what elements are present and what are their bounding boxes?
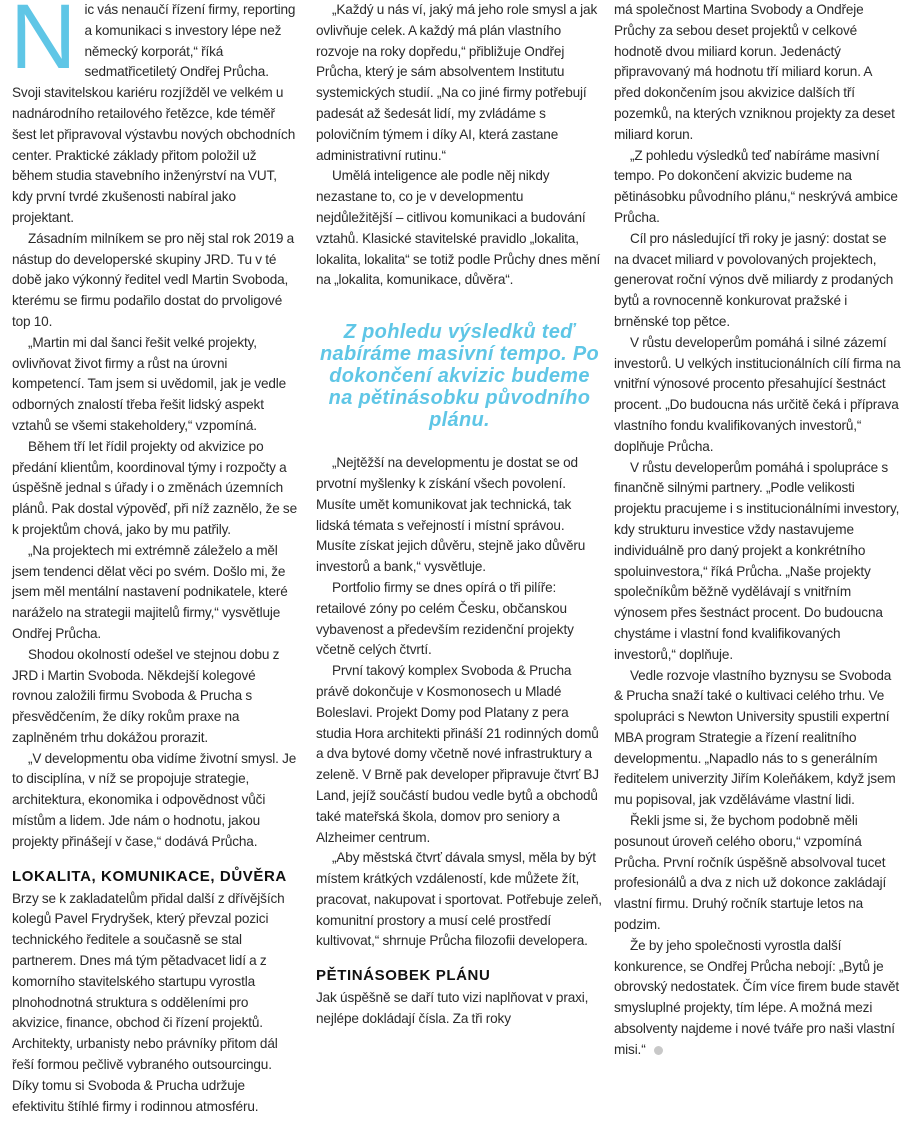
paragraph: Brzy se k zakladatelům přidal další z dřívějších kolegů Pavel Frydryšek, který převzal pozici technického ředitele a současně se stal partnerem. Dnes má tým pětadvacet lidí a z komorního stavitelského startupu vyrostla plnohodnotná struktura s odděleními pro akvizice, finance, obchod či řízení projektů. Architekty, urbanisty nebo právníky přitom dál řeší formou pečlivě vybraného outsourcingu. Díky tomu si Svoboda & Prucha udržuje efektivitu štíhlé firmy i rodinnou atmosféru. bbox=[12, 890, 285, 1114]
paragraph: „Martin mi dal šanci řešit velké projekty, ovlivňovat život firmy a růst na úrovni kompetencí. Tam jsem si uvědomil, jak je vedle odborných znalostí třeba řešit lidský aspekt vztahů se všemi stakeholdery,“ vzpomíná. bbox=[12, 334, 287, 433]
pull-quote: Z pohledu výsledků teď nabíráme masivní tempo. Po dokončení akvizic budeme na pětinásobku původního plánu. bbox=[320, 321, 599, 432]
paragraph: Cíl pro následující tři roky je jasný: dostat se na dvacet miliard v povolovaných projektech, generovat roční výnos dvě miliardy z prodaných bytů a rovnocenně konkurovat pražské i brněnské top pětce. bbox=[614, 230, 894, 329]
paragraph: V růstu developerům pomáhá i spolupráce s finančně silnými partnery. „Podle velikosti projektu pracujeme i s institucionálními investory, kdy strukturu investice vždy nastavujeme individuálně pro daný projekt a konkrétního spoluinvestora,“ říká Průcha. „Naše projekty společníkům běžně vydělávají s vnitřním výnosem přes šestnáct procent. Do budoucna chystáme i vlastní fond kvalifikovaných investorů,“ doplňuje. bbox=[614, 459, 900, 662]
article-column-1 bbox=[12, 0, 299, 1117]
paragraph: Umělá inteligence ale podle něj nikdy nezastane to, co je v developmentu nejdůležitější – citlivou komunikaci a budování vztahů. Klasické stavitelské pravidlo „lokalita, lokalita, lokalita“ se totiž podle Průchy dnes mění na „lokalita, komunikace, důvěra“. bbox=[316, 168, 601, 288]
paragraph: Během tří let řídil projekty od akvizice po předání klientům, koordinoval týmy i rozpočty a úspěšně jednal s úřady i o změnách územních plánů. Pak dostal výpověď, při níž zaznělo, že se k projektům chová, jako by mu patřily. bbox=[12, 438, 297, 537]
paragraph: má společnost Martina Svobody a Ondřeje Průchy za sebou deset projektů v celkové hodnotě dvou miliard korun. Jedenáctý připravovaný má hodnotu tří miliard korun. A před dokončením jsou akvizice dalších tří pozemků, na kterých vzniknou projekty za deset miliard korun. bbox=[614, 2, 895, 142]
section-heading: LOKALITA, KOMUNIKACE, DŮVĚRA bbox=[12, 867, 287, 885]
paragraph: Řekli jsme si, že bychom podobně měli posunout úroveň celého oboru,“ vzpomíná Průcha. První ročník úspěšně absolvoval tucet profesionálů a dva z nich už dokonce zakládají vlastní firmu. Druhý ročník startuje letos na podzim. bbox=[614, 813, 887, 933]
opening-paragraph-block bbox=[12, 0, 299, 229]
paragraph: „V developmentu oba vidíme životní smysl. Je to disciplína, v níž se propojuje strategie, architektura, ekonomika i odpovědnost vůči místům a lidem. Jde nám o hodnotu, jakou projekty přinášejí v čase,“ dodává Průcha. bbox=[12, 750, 297, 849]
end-of-article-dot-icon bbox=[654, 1046, 663, 1055]
paragraph: Zásadním milníkem se pro něj stal rok 2019 a nástup do developerské skupiny JRD. Tu v té době jako výkonný ředitel vedl Martin Svoboda, kterému se firmu podařilo dostat do prvoligové top 10. bbox=[12, 230, 295, 329]
paragraph: První takový komplex Svoboda & Prucha právě dokončuje v Kosmonosech u Mladé Boleslavi. Projekt Domy pod Platany z pera studia Hora architekti přináší 21 rodinných domů a dva bytové domy včetně nové infrastruktury a zeleně. V Brně pak developer připravuje čtvrť BJ Land, jejíž součástí budou vedle bytů a obchodů také mateřská škola, domov pro seniory a Alzheimer centrum. bbox=[316, 663, 599, 845]
paragraph: ic vás nenaučí řízení firmy, reporting a komunikaci s investory lépe než německý korporát,“ říká sedmatřicetiletý Ondřej Průcha. Svoji stavitelskou kariéru rozjížděl ve velkém u nadnárodního retailového řetězce, kde téměř šest let připravoval výstavbu nových obchodních center. Praktické základy přitom položil už během studia stavebního inženýrství na VUT, kdy první tvrdé zkušenosti nabíral jako projektant. bbox=[12, 2, 296, 225]
paragraph: Shodou okolností odešel ve stejnou dobu z JRD i Martin Svoboda. Někdejší kolegové rovnou založili firmu Svoboda & Prucha s přesvědčením, že díky rokům praxe na zaplněném trhu dokážou prorazit. bbox=[12, 646, 280, 745]
article-column-2 bbox=[316, 0, 603, 1030]
paragraph: V růstu developerům pomáhá i silné zázemí investorů. U velkých institucionálních cílí firma na vnitřní výnosové procento přesahující šestnáct procent. „Do budoucna nás určitě čeká i příprava vlastního fondu kvalifikovaných investorů,“ doplňuje Průcha. bbox=[614, 334, 901, 454]
paragraph: Portfolio firmy se dnes opírá o tři pilíře: retailové zóny po celém Česku, občanskou vybavenost a především rezidenční projekty včetně celých čtvrtí. bbox=[316, 579, 574, 658]
drop-cap: N bbox=[10, 0, 77, 88]
paragraph: „Na projektech mi extrémně záleželo a měl jsem tendenci dělat věci po svém. Došlo mi, že jsem měl mentální nastavení podnikatele, které naráželo na strategii majitelů firmy,“ vysvětluje Ondřej Průcha. bbox=[12, 542, 288, 641]
paragraph: Jak úspěšně se daří tuto vizi naplňovat v praxi, nejlépe dokládají čísla. Za tři roky bbox=[316, 990, 589, 1027]
paragraph: „Z pohledu výsledků teď nabíráme masivní tempo. Po dokončení akvizic budeme na pětinásobku původního plánu,“ neskrývá ambice Průcha. bbox=[614, 147, 898, 225]
final-paragraph-text: Že by jeho společnosti vyrostla další konkurence, se Ondřej Průcha nebojí: „Bytů je obrovský nedostatek. Čím více firem bude stavět smysluplné projekty, tím lépe. A možná mezi absolventy najdeme i nové tváře pro naši vlastní misi.“ bbox=[614, 937, 900, 1057]
paragraph: „Každý u nás ví, jaký má jeho role smysl a jak ovlivňuje celek. A každý má plán vlastního rozvoje na roky dopředu,“ přibližuje Ondřej Průcha, který je sám absolventem Institutu systemických studií. „Na co jiné firmy potřebují padesát až šedesát lidí, my zvládáme s polovičním týmem i díky AI, která zastane administrativní rutinu.“ bbox=[316, 2, 598, 163]
article-column-3 bbox=[614, 0, 901, 1061]
paragraph: „Nejtěžší na developmentu je dostat se od prvotní myšlenky k získání všech povolení. Musíte umět komunikovat jak technická, tak lidská témata s veřejností i místní správou. Musíte získat jejich důvěru, stejně jako důvěru investorů a bank,“ vysvětluje. bbox=[316, 455, 586, 575]
paragraph: „Aby městská čtvrť dávala smysl, měla by být místem krátkých vzdáleností, kde můžete žít, pracovat, nakupovat i sportovat. Potřebuje zeleň, komunitní prostory a musí celé prostředí kultivovat,“ shrnuje Průcha filozofii developera. bbox=[316, 850, 602, 949]
paragraph: Vedle rozvoje vlastního byznysu se Svoboda & Prucha snaží také o kultivaci celého trhu. Ve spolupráci s Newton University spustili expertní MBA program Strategie a řízení realitního developmentu. „Napadlo nás to s generálním ředitelem univerzity Jiřím Koleňákem, když jsem mu popisoval, jak vzděláváme vlastní lidi. bbox=[614, 667, 896, 808]
final-paragraph bbox=[614, 936, 901, 1061]
section-heading: PĚTINÁSOBEK PLÁNU bbox=[316, 967, 491, 985]
